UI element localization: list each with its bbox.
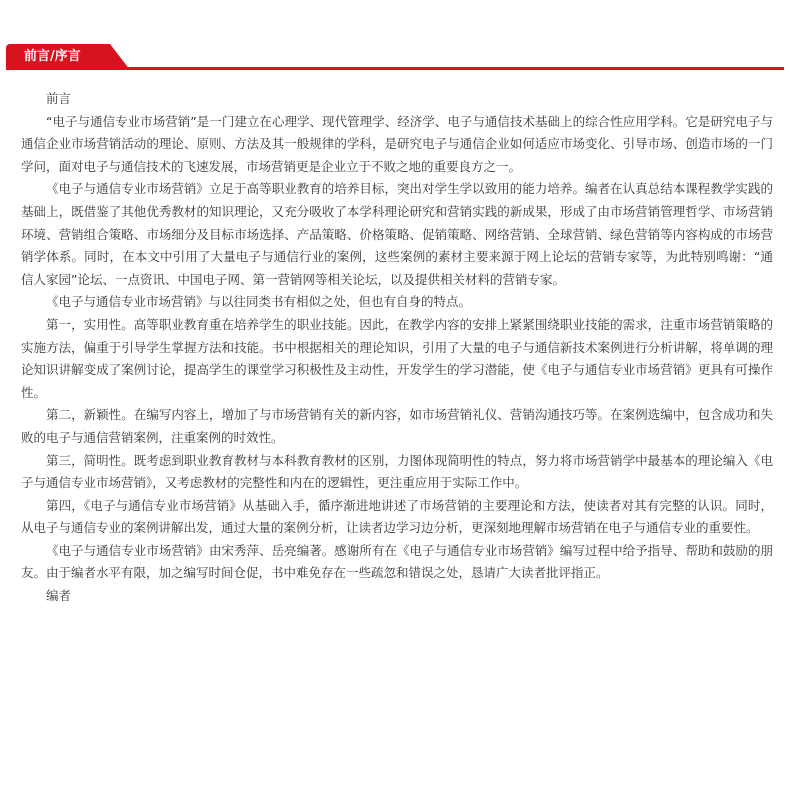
section-header <box>6 44 784 70</box>
paragraph-conciseness: 第三，简明性。既考虑到职业教育教材与本科教育教材的区别，力图体现简明性的特点，努力将市场营销学中最基本的理论编入《电子与通信专业市场营销》，又考虑教材的完整性和内在的逻辑性，更注重应用于实际工作中。 <box>21 452 773 491</box>
preface-heading: 前言 <box>46 91 72 106</box>
paragraph-acknowledgements: 《电子与通信专业市场营销》由宋秀萍、岳亮编著。感谢所有在《电子与通信专业市场营销》编写过程中给予指导、帮助和鼓励的朋友。由于编者水平有限，加之编写时间仓促，书中难免存在一些疏忽和错误之处，恳请广大读者批评指正。 <box>21 542 773 581</box>
paragraph-goals: 《电子与通信专业市场营销》立足于高等职业教育的培养目标，突出对学生学以致用的能力培养。编者在认真总结本课程教学实践的基础上，既借鉴了其他优秀教材的知识理论，又充分吸收了本学科理论研究和营销实践的新成果，形成了由市场营销管理哲学、市场营销环境、营销组合策略、市场细分及目标市场选择、产品策略、价格策略、促销策略、网络营销、全球营销、绿色营销等内容构成的市场营销学体系。同时，在本文中引用了大量电子与通信行业的案例，这些案例的素材主要来源于网上论坛的营销专家等，为此特别鸣谢：“通信人家园”论坛、一点资讯、中国电子网、第一营销网等相关论坛，以及提供相关材料的营销专家。 <box>21 181 773 287</box>
paragraph-structure: 第四，《电子与通信专业市场营销》从基础入手，循序渐进地讲述了市场营销的主要理论和方法，使读者对其有完整的认识。同时，从电子与通信专业的案例讲解出发，通过大量的案例分析，让读者边学习边分析，更深刻地理解市场营销在电子与通信专业的重要性。 <box>21 497 773 536</box>
paragraph-novelty: 第二，新颖性。在编写内容上，增加了与市场营销有关的新内容，如市场营销礼仪、营销沟通技巧等。在案例选编中，包含成功和失败的电子与通信营销案例，注重案例的时效性。 <box>21 407 773 445</box>
paragraph-intro: “电子与通信专业市场营销”是一门建立在心理学、现代管理学、经济学、电子与通信技术基础上的综合性应用学科。它是研究电子与通信企业市场营销活动的理论、原则、方法及其一般规律的学科，是研究电子与通信企业如何适应市场变化、引导市场、创造市场的一门学问，面对电子与通信技术的飞速发展，市场营销更是企业立于不败之地的重要良方之一。 <box>21 113 773 174</box>
paragraph-features-intro: 《电子与通信专业市场营销》与以往同类书有相似之处，但也有自身的特点。 <box>46 294 472 310</box>
paragraph-practicality: 第一，实用性。高等职业教育重在培养学生的职业技能。因此，在教学内容的安排上紧紧围绕职业技能的需求，注重市场营销策略的实施方法，偏重于引导学生掌握方法和技能。书中根据相关的理论知识，引用了大量的电子与通信新技术案例进行分析讲解，将单调的理论知识讲解变成了案例讨论，提高学生的课堂学习积极性及主动性，开发学生的学习潜能，使《电子与通信专业市场营销》更具有可操作性。 <box>21 316 773 400</box>
signature-editor: 编者 <box>46 588 72 604</box>
preface-body <box>21 88 773 608</box>
section-title: 前言/序言 <box>24 49 81 64</box>
